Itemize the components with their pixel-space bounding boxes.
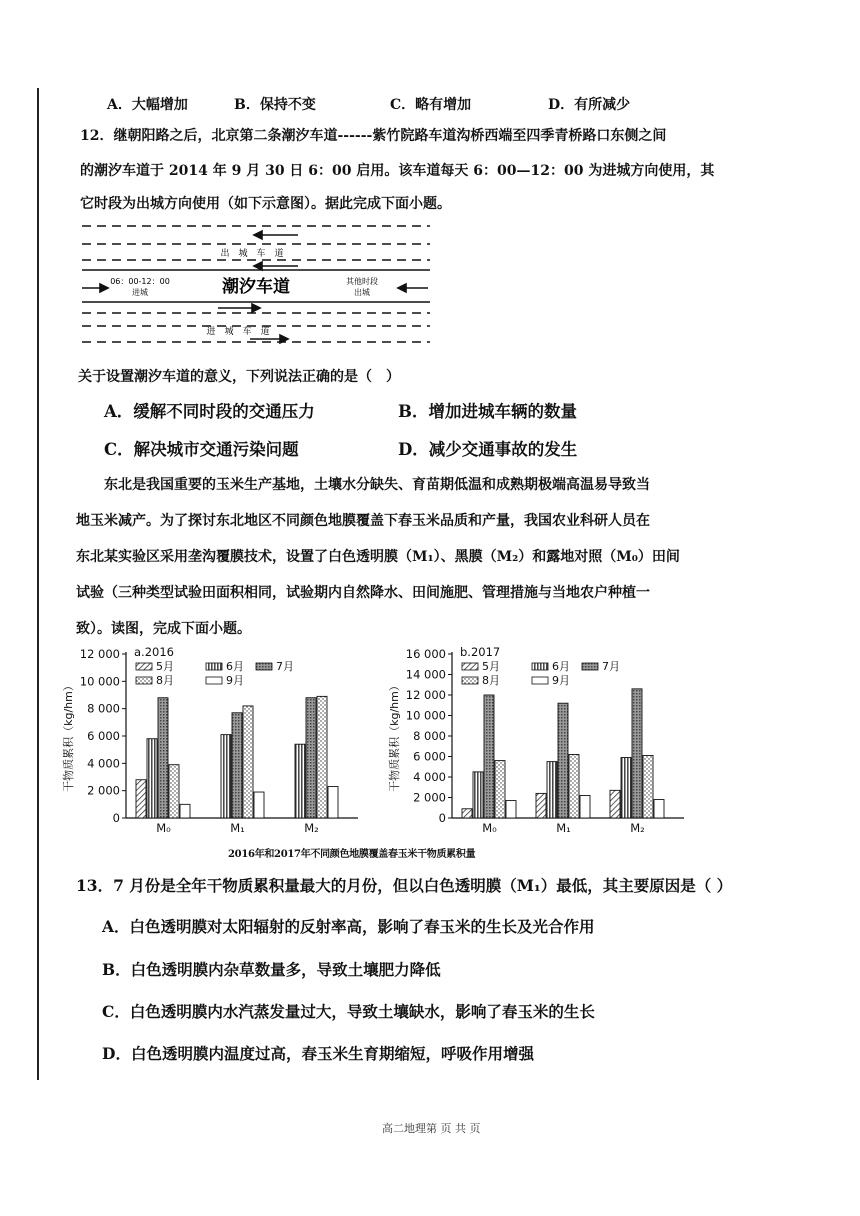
diagram-bottom-lane-label: 进 城 车 道 (206, 327, 270, 337)
x-category-label: M₀ (156, 821, 171, 835)
q12-option-a: A．缓解不同时段的交通压力 (104, 402, 315, 421)
y-tick-label: 4 000 (87, 756, 120, 771)
y-axis-label: 干物质累积（kg/hm） (62, 680, 75, 792)
bar-M₁-9月 (580, 795, 590, 818)
legend-swatch (532, 663, 548, 670)
q12-stem-line-2: 的潮汐车道于 2014 年 9 月 30 日 6：00 启用。该车道每天 6：00—12：00 为进城方向使用，其 (80, 163, 715, 179)
bar-M₀-7月 (484, 695, 494, 818)
y-tick-label: 16 000 (405, 647, 446, 661)
legend-swatch (206, 663, 222, 670)
bar-M₁-9月 (254, 792, 264, 818)
bar-M₀-9月 (506, 801, 516, 818)
y-tick-label: 8 000 (413, 729, 446, 743)
tidal-lane-diagram (78, 222, 436, 348)
bar-M₀-5月 (136, 780, 146, 818)
bar-M₀-5月 (462, 809, 472, 818)
y-tick-label: 4 000 (413, 770, 446, 784)
q12-option-d: D．减少交通事故的发生 (398, 440, 578, 459)
q12-option-b: B．增加进城车辆的数量 (398, 402, 577, 421)
diagram-right-note-dir: 出城 (354, 288, 370, 297)
x-category-label: M₂ (304, 821, 319, 835)
x-category-label: M₁ (230, 821, 245, 835)
q13-stem: 13．7 月份是全年干物质累积量最大的月份，但以白色透明膜（M₁）最低，其主要原因是（ ） (76, 876, 733, 895)
y-tick-label: 2 000 (413, 790, 446, 805)
diagram-right-note-time: 其他时段 (346, 277, 378, 286)
legend-swatch (462, 663, 478, 670)
y-tick-label: 12 000 (79, 647, 120, 661)
legend-swatch (532, 677, 548, 684)
y-tick-label: 2 000 (87, 783, 120, 798)
legend-label: 5月 (482, 660, 500, 673)
q12-option-c: C．解决城市交通污染问题 (104, 440, 299, 459)
y-tick-label: 6 000 (87, 729, 120, 743)
bar-M₂-9月 (328, 787, 338, 818)
y-tick-label: 8 000 (87, 701, 120, 716)
bar-M₁-8月 (569, 754, 579, 818)
q13-option-b: B．白色透明膜内杂草数量多，导致土壤肥力降低 (102, 960, 441, 979)
diagram-center-label: 潮汐车道 (222, 277, 290, 297)
y-tick-label: 10 000 (79, 674, 120, 689)
q13-option-c: C．白色透明膜内水汽蒸发量过大，导致土壤缺水，影响了春玉米的生长 (102, 1002, 595, 1021)
q11-option-d: D．有所减少 (548, 97, 631, 113)
q12-stem-line-1: 12．继朝阳路之后，北京第二条潮汐车道------紫竹院路车道沟桥西端至四季青桥路口东侧之间 (80, 128, 667, 144)
legend-label: 8月 (482, 674, 500, 687)
bar-M₀-9月 (180, 804, 190, 818)
bar-M₁-7月 (232, 713, 242, 818)
bar-M₂-6月 (295, 744, 305, 818)
bar-M₁-8月 (243, 706, 253, 818)
legend-label: 7月 (276, 660, 294, 673)
x-category-label: M₁ (556, 821, 571, 835)
page-footer: 高二地理第 页 共 页 (382, 1122, 481, 1135)
bar-M₁-7月 (558, 703, 568, 818)
y-tick-label: 14 000 (405, 667, 446, 682)
passage-line-3: 东北某实验区采用垄沟覆膜技术，设置了白色透明膜（M₁）、黑膜（M₂）和露地对照（M₀）田间 (76, 549, 680, 565)
legend-label: 9月 (226, 674, 244, 687)
bar-M₂-7月 (632, 689, 642, 818)
bar-M₂-5月 (610, 790, 620, 818)
chart-caption: 2016年和2017年不同颜色地膜覆盖春玉米干物质累积量 (228, 849, 476, 860)
q11-option-a: A．大幅增加 (107, 97, 188, 113)
bar-M₂-8月 (643, 755, 653, 818)
q12-stem-line-3: 它时段为出城方向使用（如下示意图）。据此完成下面小题。 (80, 196, 451, 212)
legend-swatch (462, 677, 478, 684)
passage-line-4: 试验（三种类型试验田面积相同，试验期内自然降水、田间施肥、管理措施与当地农户种植一 (76, 585, 650, 601)
diagram-left-note-time: 06：00-12：00 (110, 277, 170, 286)
legend-swatch (136, 663, 152, 670)
y-tick-label: 10 000 (405, 708, 446, 723)
bar-M₀-6月 (147, 739, 157, 818)
y-axis-label: 干物质累积（kg/hm） (388, 680, 401, 792)
q12-question: 关于设置潮汐车道的意义，下列说法正确的是（ ） (78, 369, 400, 385)
passage-line-2: 地玉米减产。为了探讨东北地区不同颜色地膜覆盖下春玉米品质和产量，我国农业科研人员在 (76, 513, 650, 529)
legend-label: 5月 (156, 660, 174, 673)
bar-M₂-9月 (654, 800, 664, 818)
diagram-left-note-dir: 进城 (132, 288, 148, 297)
legend-label: 6月 (226, 660, 244, 673)
chart-2017 (384, 642, 696, 842)
bar-M₀-8月 (495, 761, 505, 818)
chart-title: a.2016 (134, 645, 174, 659)
bar-M₂-8月 (317, 696, 327, 818)
passage-line-1: 东北是我国重要的玉米生产基地，土壤水分缺失、育苗期低温和成熟期极端高温易导致当 (104, 477, 650, 493)
bar-M₂-7月 (306, 698, 316, 818)
y-tick-label: 6 000 (413, 749, 446, 764)
chart-title: b.2017 (460, 645, 501, 659)
q11-option-c: C．略有增加 (390, 97, 472, 113)
x-category-label: M₂ (630, 821, 645, 835)
y-tick-label: 0 (112, 811, 120, 825)
bar-M₂-6月 (621, 758, 631, 818)
bar-M₀-7月 (158, 698, 168, 818)
q13-option-a: A．白色透明膜对太阳辐射的反射率高，影响了春玉米的生长及光合作用 (102, 917, 595, 936)
bar-M₁-5月 (536, 793, 546, 818)
chart-2016 (58, 642, 370, 842)
q13-option-d: D．白色透明膜内温度过高，春玉米生育期缩短，呼吸作用增强 (102, 1044, 534, 1063)
bar-M₀-8月 (169, 765, 179, 818)
legend-swatch (256, 663, 272, 670)
legend-label: 7月 (602, 660, 620, 673)
legend-swatch (206, 677, 222, 684)
page-margin-line (37, 88, 39, 1080)
q11-option-b: B．保持不变 (234, 97, 316, 113)
legend-label: 9月 (552, 674, 570, 687)
diagram-top-lane-label: 出 城 车 道 (220, 249, 284, 259)
legend-label: 8月 (156, 674, 174, 687)
legend-swatch (582, 663, 598, 670)
passage-line-5: 致）。读图，完成下面小题。 (76, 621, 251, 637)
bar-M₁-6月 (221, 735, 231, 818)
bar-M₀-6月 (473, 772, 483, 818)
bar-M₁-6月 (547, 762, 557, 818)
legend-swatch (136, 677, 152, 684)
legend-label: 6月 (552, 660, 570, 673)
y-tick-label: 0 (438, 811, 446, 825)
x-category-label: M₀ (482, 821, 497, 835)
y-tick-label: 12 000 (405, 688, 446, 702)
